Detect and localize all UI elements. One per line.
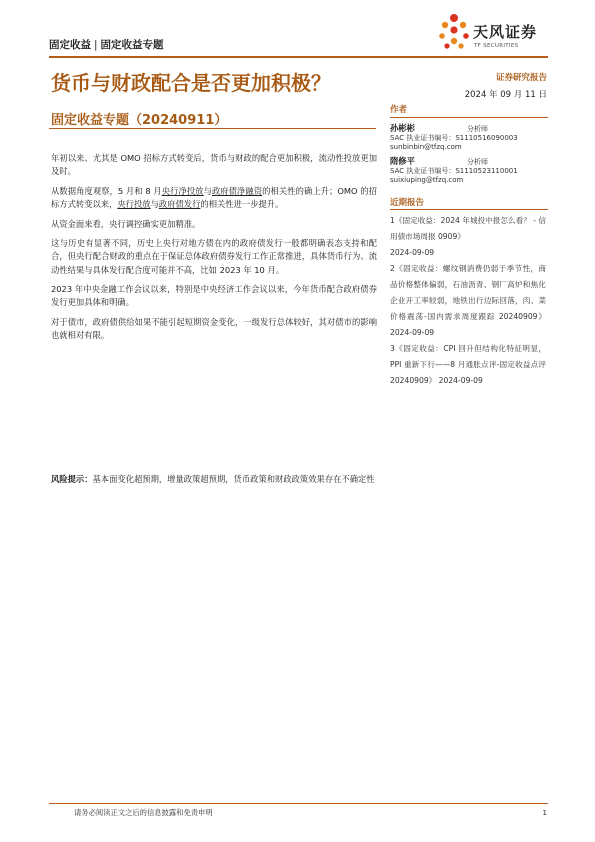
- body-paragraph-3: 从资金面来看，央行调控确实更加精准。: [51, 218, 201, 229]
- breadcrumb-item-fixed-income-topic: 固定收益专题: [100, 39, 164, 51]
- author-cert: SAC 执业证书编号：S1110523110001: [390, 167, 518, 175]
- underlined-term: 央行投放: [117, 199, 151, 209]
- author-email[interactable]: suixiuping@tfzq.com: [390, 176, 464, 184]
- footer-divider: [49, 803, 548, 804]
- author-role: 分析师: [467, 158, 488, 166]
- related-reports-divider: [390, 209, 548, 210]
- footer-disclaimer: 请务必阅读正文之后的信息披露和免责申明: [74, 808, 213, 817]
- related-report-item[interactable]: [390, 341, 546, 389]
- header-divider: [49, 56, 548, 58]
- related-reports-heading: 近期报告: [390, 198, 425, 208]
- related-report-item[interactable]: [390, 261, 546, 341]
- report-type-label: 证券研究报告: [495, 73, 547, 83]
- body-text: 的相关性的确上升；OMO 的招标方式转变以来，: [51, 185, 377, 209]
- report-date: 2024 年 09 月 11 日: [464, 90, 547, 100]
- author-email[interactable]: sunbinbin@tfzq.com: [390, 143, 462, 151]
- risk-label: 风险提示：: [51, 474, 93, 484]
- body-paragraph-1: 年初以来、尤其是 OMO 招标方式转变后，货币与财政的配合更加积极，流动性投放更加及时。: [51, 153, 377, 177]
- related-report-date: 2024-09-09: [390, 328, 435, 337]
- related-report-item[interactable]: [390, 213, 546, 261]
- page-title: 货币与财政配合是否更加积极？: [51, 71, 331, 95]
- related-report-title[interactable]: 3《固定收益：CPI 回升但结构化特征明显，PPI 重新下行——8 月通胀点评-固定收益点评 20240909》: [390, 344, 546, 385]
- logo-mark-icon: [437, 13, 471, 53]
- author-name: 孙彬彬: [390, 123, 415, 133]
- body-text: 的相关性进一步提升。: [200, 199, 284, 209]
- authors-divider: [390, 117, 548, 118]
- report-subtitle: 固定收益专题（20240911）: [51, 113, 228, 128]
- body-paragraph-4: 这与历史有显著不同，历史上央行对地方债在内的政府债发行一般都明确表态支持和配合，但央行配合财政的重点在于保证总体政府债券发行工作正常推进，具体货币行为、流动性结果与具体发行配合度可能并不高，比如 2023 年 10 月。: [51, 238, 377, 275]
- company-logo: [437, 13, 547, 57]
- authors-heading: 作者: [390, 105, 408, 115]
- underlined-term: 政府债净融资: [211, 185, 263, 196]
- related-report-title[interactable]: 2《固定收益：螺纹钢消费仍弱于季节性，商品价格整体偏弱，石油沥青、钢厂高炉和焦化企业开工率较弱，地铁出行边际回落，肉、菜价格震荡-国内需求周度跟踪 20240909》: [390, 264, 546, 321]
- summary-body: [51, 152, 377, 349]
- risk-text: 基本面变化超预期，增量政策超预期，货币政策和财政政策效果存在不确定性: [92, 474, 375, 484]
- body-paragraph-6: 对于债市，政府债供给如果不能引起短期资金变化，一级发行总体较好，其对债市的影响也就相对有限。: [51, 316, 377, 341]
- underlined-term: 政府债发行: [158, 199, 201, 209]
- breadcrumb: [49, 37, 164, 52]
- author-cert: SAC 执业证书编号：S1110516090003: [390, 134, 518, 142]
- body-paragraph-2: [51, 185, 377, 211]
- body-paragraph-5: 2023 年中央金融工作会议以来，特别是中央经济工作会议以来，今年货币配合政府债券发行更加具体和明确。: [51, 284, 377, 308]
- breadcrumb-separator: |: [94, 39, 98, 51]
- subtitle-divider: [49, 128, 376, 129]
- related-report-date: 2024-09-09: [438, 376, 483, 385]
- related-report-date: 2024-09-09: [390, 248, 435, 257]
- author-name: 隋修平: [390, 156, 415, 166]
- page-number: 1: [542, 808, 547, 817]
- logo-text-en: TF SECURITIES: [474, 43, 519, 49]
- related-report-title[interactable]: 1《固定收益：2024 年城投中报怎么看？ - 信用债市场周报 0909》: [390, 216, 546, 241]
- underlined-term: 央行净投放: [161, 185, 204, 196]
- breadcrumb-item-fixed-income: 固定收益: [49, 39, 91, 51]
- logo-text-cn: 天风证券: [473, 23, 538, 41]
- body-text: 与: [203, 185, 212, 196]
- body-text: 与: [150, 199, 159, 209]
- author-role: 分析师: [467, 125, 488, 133]
- body-text: 从数据角度观察，5 月和 8 月: [51, 185, 162, 196]
- risk-warning: [51, 473, 377, 486]
- related-reports-list: [390, 213, 546, 389]
